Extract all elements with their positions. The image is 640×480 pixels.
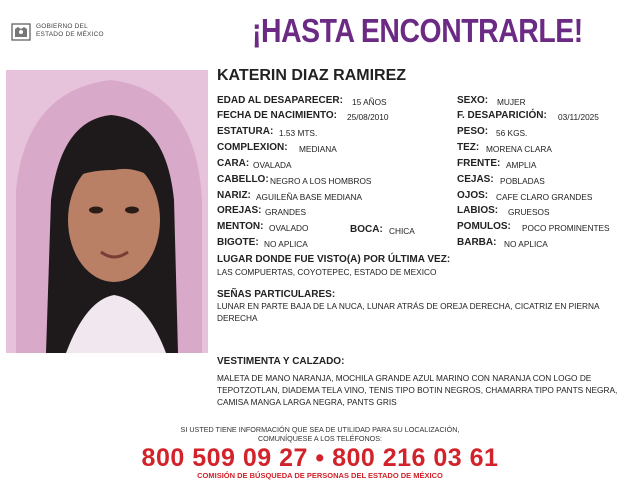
- peso-value: 56 KGS.: [496, 128, 528, 138]
- gov-line-1: GOBIERNO DEL: [36, 23, 88, 30]
- government-logo: [10, 20, 120, 44]
- estatura-value: 1.53 MTS.: [279, 128, 318, 138]
- missing-person-photo: [6, 70, 208, 353]
- government-name: [36, 23, 104, 39]
- menton-label: MENTON:: [217, 221, 264, 232]
- phone-numbers: 800 509 09 27 • 800 216 03 61: [141, 444, 499, 472]
- bigote-label: BIGOTE:: [217, 237, 259, 248]
- particulars-label: SEÑAS PARTICULARES:: [217, 289, 336, 300]
- particulars-value: LUNAR EN PARTE BAJA DE LA NUCA, LUNAR ATRÁS DE OREJA DERECHA, CICATRIZ EN PIERNA DERECHA: [217, 301, 600, 323]
- person-name: KATERIN DIAZ RAMIREZ: [217, 67, 407, 84]
- labios-value: GRUESOS: [508, 207, 550, 217]
- ojos-value: CAFE CLARO GRANDES: [496, 192, 593, 202]
- clothing-label: VESTIMENTA Y CALZADO:: [217, 356, 345, 367]
- fecha-nacimiento-label: FECHA DE NACIMIENTO:: [217, 110, 337, 121]
- menton-value: OVALADO: [269, 223, 309, 233]
- estatura-label: ESTATURA:: [217, 126, 274, 137]
- cejas-value: POBLADAS: [500, 176, 545, 186]
- tez-label: TEZ:: [457, 142, 480, 153]
- gov-line-2: ESTADO DE MÉXICO: [36, 31, 104, 38]
- clothing-value: MALETA DE MANO NARANJA, MOCHILA GRANDE AZUL MARINO CON NARANJA CON LOGO DE TEPOTZOTLAN, DIADEMA TELA VINO, TENIS TIPO BOTIN NEGROS, CHAMARRA TIPO PANTS NEGRA, CAMISA MANGA LARGA NEGRA, PANTS GRIS: [217, 373, 618, 407]
- nariz-label: NARIZ:: [217, 190, 251, 201]
- last-seen-label: LUGAR DONDE FUE VISTO(A) POR ÚLTIMA VEZ:: [217, 254, 451, 265]
- contact-note: [0, 425, 640, 443]
- commission-name: COMISIÓN DE BÚSQUEDA DE PERSONAS DEL ESTADO DE MÉXICO: [197, 471, 443, 480]
- pomulos-value: POCO PROMINENTES: [522, 223, 610, 233]
- pomulos-label: POMULOS:: [457, 221, 511, 232]
- contact-note-line-2: COMUNÍQUESE A LOS TELÉFONOS:: [257, 434, 383, 443]
- edad-value: 15 AÑOS: [352, 97, 387, 107]
- sexo-value: MUJER: [497, 97, 526, 107]
- complexion-value: MEDIANA: [299, 144, 337, 154]
- complexion-label: COMPLEXION:: [217, 142, 288, 153]
- state-emblem-icon: [10, 20, 32, 42]
- tez-value: MORENA CLARA: [486, 144, 552, 154]
- barba-value: NO APLICA: [504, 239, 548, 249]
- cabello-label: CABELLO:: [217, 174, 269, 185]
- f-desaparicion-label: F. DESAPARICIÓN:: [457, 110, 547, 121]
- cara-label: CARA:: [217, 158, 250, 169]
- cara-value: OVALADA: [253, 160, 292, 170]
- orejas-value: GRANDES: [265, 207, 307, 217]
- labios-label: LABIOS:: [457, 205, 499, 216]
- bigote-value: NO APLICA: [264, 239, 308, 249]
- poster-headline: ¡HASTA ENCONTRARLE!: [252, 12, 583, 49]
- sexo-label: SEXO:: [457, 95, 489, 106]
- edad-label: EDAD AL DESAPARECER:: [217, 95, 343, 106]
- frente-value: AMPLIA: [506, 160, 537, 170]
- boca-value: CHICA: [389, 226, 415, 236]
- portrait-illustration: [6, 70, 208, 353]
- fecha-nacimiento-value: 25/08/2010: [347, 112, 389, 122]
- cejas-label: CEJAS:: [457, 174, 494, 185]
- cabello-value: NEGRO A LOS HOMBROS: [270, 176, 372, 186]
- barba-label: BARBA:: [457, 237, 497, 248]
- nariz-value: AGUILEÑA BASE MEDIANA: [256, 192, 363, 202]
- contact-note-line-1: SI USTED TIENE INFORMACIÓN QUE SEA DE UTILIDAD PARA SU LOCALIZACIÓN,: [180, 425, 460, 434]
- f-desaparicion-value: 03/11/2025: [558, 112, 599, 122]
- frente-label: FRENTE:: [457, 158, 501, 169]
- ojos-label: OJOS:: [457, 190, 489, 201]
- orejas-label: OREJAS:: [217, 205, 262, 216]
- last-seen-value: LAS COMPUERTAS, COYOTEPEC, ESTADO DE MEXICO: [217, 267, 437, 277]
- boca-label: BOCA:: [350, 224, 383, 235]
- peso-label: PESO:: [457, 126, 489, 137]
